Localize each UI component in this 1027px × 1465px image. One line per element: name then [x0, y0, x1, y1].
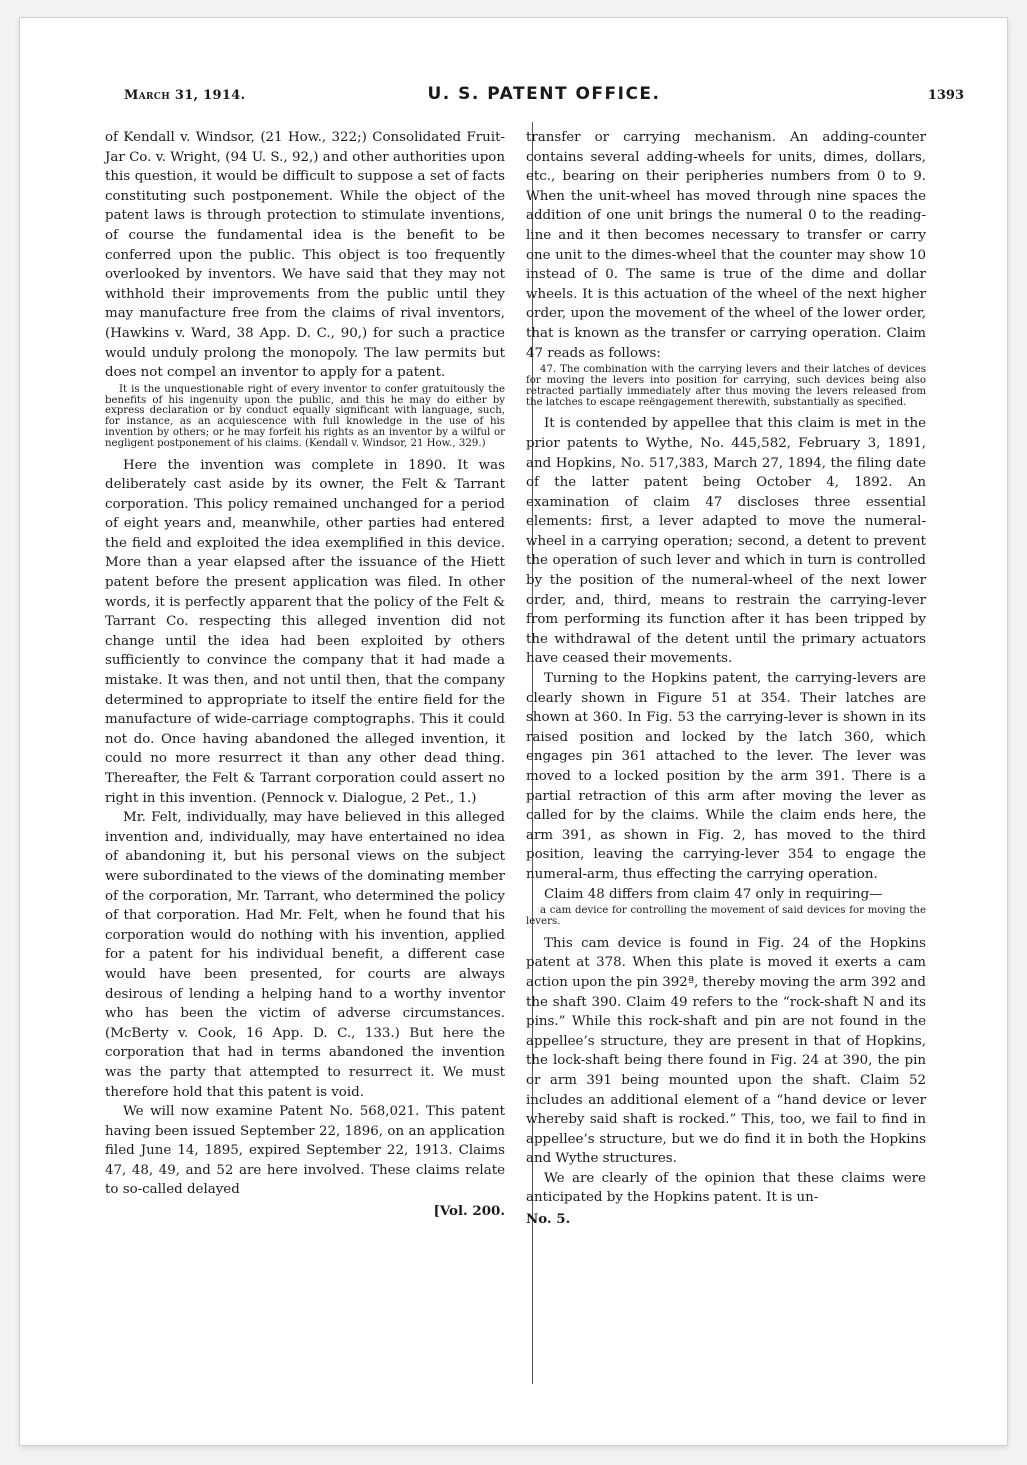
header-page-number: 1393: [927, 88, 964, 103]
paragraph: We will now examine Patent No. 568,021. This patent having been issued September 22, 1896, on an application filed June 14, 1895, expired September 22, 1913. Claims 47, 48, 49, and 52 are here involved. These claims relate to so-called delayed: [105, 1104, 505, 1198]
header-title: U. S. PATENT OFFICE.: [427, 84, 661, 104]
paragraph: We are clearly of the opinion that these claims were anticipated by the Hopkins patent. It is un-: [526, 1170, 926, 1206]
paragraph: Mr. Felt, individually, may have believed in this alleged invention and, individually, may have entertained no idea of abandoning it, but his personal views on the subject were subordinated to the views of the dominating member of the corporation, Mr. Tarrant, who determined the policy of that corporation. Had Mr. Felt, when he found that his corporation would do nothing with his invention, applied for a patent for his individual benefit, a different case would have been presented, for courts are always desirous of lending a helping hand to a worthy inventor who has been the victim of adverse circumstances. (McBerty v. Cook, 16 App. D. C., 133.) But here the corporation that had in terms abandoned the invention was the party that attempted to resurrect it. We must therefore hold that this patent is void.: [105, 810, 505, 1100]
paragraph: Turning to the Hopkins patent, the carrying-levers are clearly shown in Figure 51 at 354. Their latches are shown at 360. In Fig. 53 the carrying-lever is shown in its raised position and locked by the latch 360, which engages pin 361 attached to the lever. The lever was moved to a locked position by the arm 391. There is a partial retraction of this arm after moving the lever as called for by the claims. While the claim ends here, the arm 391, as shown in Fig. 2, has moved to the third position, leaving the carrying-lever 354 to engage the numeral-arm, thus effecting the carrying operation.: [526, 671, 926, 882]
paragraph: Here the invention was complete in 1890. It was deliberately cast aside by its owner, the Felt & Tarrant corporation. This policy remained unchanged for a period of eight years and, meanwhile, other parties had entered the field and exploited the idea exemplified in this device. More than a year elapsed after the issuance of the Hiett patent before the present application was filed. In other words, it is perfectly apparent that the policy of the Felt & Tarrant Co. respecting this alleged invention did not change until the idea had been exploited by others sufficiently to convince the company that it had made a mistake. It was then, and not until then, that the company determined to appropriate to itself the entire field for the manufacture of wide-carriage comptographs. This it could not do. Once having abandoned the alleged invention, it could no more resurrect it than any other dead thing. Thereafter, the Felt & Tarrant corporation could assert no right in this invention. (Pennock v. Dialogue, 2 Pet., 1.): [105, 457, 505, 806]
paragraph: This cam device is found in Fig. 24 of the Hopkins patent at 378. When this plate is moved it exerts a cam action upon the pin 392ª, thereby moving the arm 392 and the shaft 390. Claim 49 refers to the “rock-shaft N and its pins.” While this rock-shaft and pin are not found in the appellee’s structure, they are present in that of Hopkins, the lock-shaft being there found in Fig. 24 at 390, the pin or arm 391 being mounted upon the shaft. Claim 52 includes an additional element of a “hand device or lever whereby said shaft is rocked.” This, too, we fail to find in appellee’s structure, but we do find it in both the Hopkins and Wythe structures.: [526, 935, 926, 1167]
left-footer: [Vol. 200.: [433, 1203, 505, 1220]
header-date: March 31, 1914.: [124, 88, 246, 103]
page-header: [124, 84, 964, 110]
block-quote: It is the unquestionable right of every inventor to confer gratuitously the benefits of his ingenuity upon the public, and this he may do either by express declaration or by conduct equally significant with language, such, for instance, as an acquiescence with full knowledge in the use of his invention by others; or he may forfeit his rights as an inventor by a wilful or negligent postponement of his claims. (Kendall v. Windsor, 21 How., 329.): [105, 383, 505, 449]
paragraph: Claim 48 differs from claim 47 only in requiring—: [544, 886, 883, 902]
right-column: [526, 128, 926, 1230]
paragraph: transfer or carrying mechanism. An adding-counter contains several adding-wheels for units, dimes, dollars, etc., bearing on their peripheries numbers from 0 to 9. When the unit-wheel has moved through nine spaces the addition of one unit brings the numeral 0 to the reading-line and it then becomes necessary to transfer or carry one unit to the dimes-wheel that the counter may show 10 instead of 0. The same is true of the dime and dollar wheels. It is this actuation of the wheel of the next higher order, upon the movement of the wheel of the lower order, that is known as the transfer or carrying operation. Claim 47 reads as follows:: [526, 130, 926, 361]
block-quote: 47. The combination with the carrying levers and their latches of devices for moving the levers into position for carrying, such devices being also retracted partially immediately after thus moving the levers released from the latches to escape reëngagement therewith, substantially as specified.: [526, 364, 926, 408]
left-column: [105, 128, 505, 1222]
block-quote: a cam device for controlling the movement of said devices for moving the levers.: [526, 905, 926, 927]
paragraph: of Kendall v. Windsor, (21 How., 322;) Consolidated Fruit-Jar Co. v. Wright, (94 U. S., 92,) and other authorities upon this question, it would be difficult to suppose a set of facts constituting such postponement. While the object of the patent laws is through protection to stimulate inventions, of course the fundamental idea is the benefit to be conferred upon the public. This object is too frequently overlooked by inventors. We have said that they may not withhold their improvements from the public until they may manufacture free from the claims of rival inventors, (Hawkins v. Ward, 38 App. D. C., 90,) for such a practice would unduly prolong the monopoly. The law permits but does not compel an inventor to apply for a patent.: [105, 130, 505, 381]
right-footer: No. 5.: [526, 1211, 571, 1228]
paragraph: It is contended by appellee that this claim is met in the prior patents to Wythe, No. 445,582, February 3, 1891, and Hopkins, No. 517,383, March 27, 1894, the filing date of the latter patent being October 4, 1892. An examination of claim 47 discloses three essential elements: first, a lever adapted to move the numeral-wheel in a carrying operation; second, a detent to prevent the operation of such lever and which in turn is controlled by the position of the numeral-wheel of the next lower order, and, third, means to restrain the carrying-lever from performing its function after it has been tripped by the withdrawal of the detent until the primary actuators have ceased their movements.: [526, 416, 926, 667]
